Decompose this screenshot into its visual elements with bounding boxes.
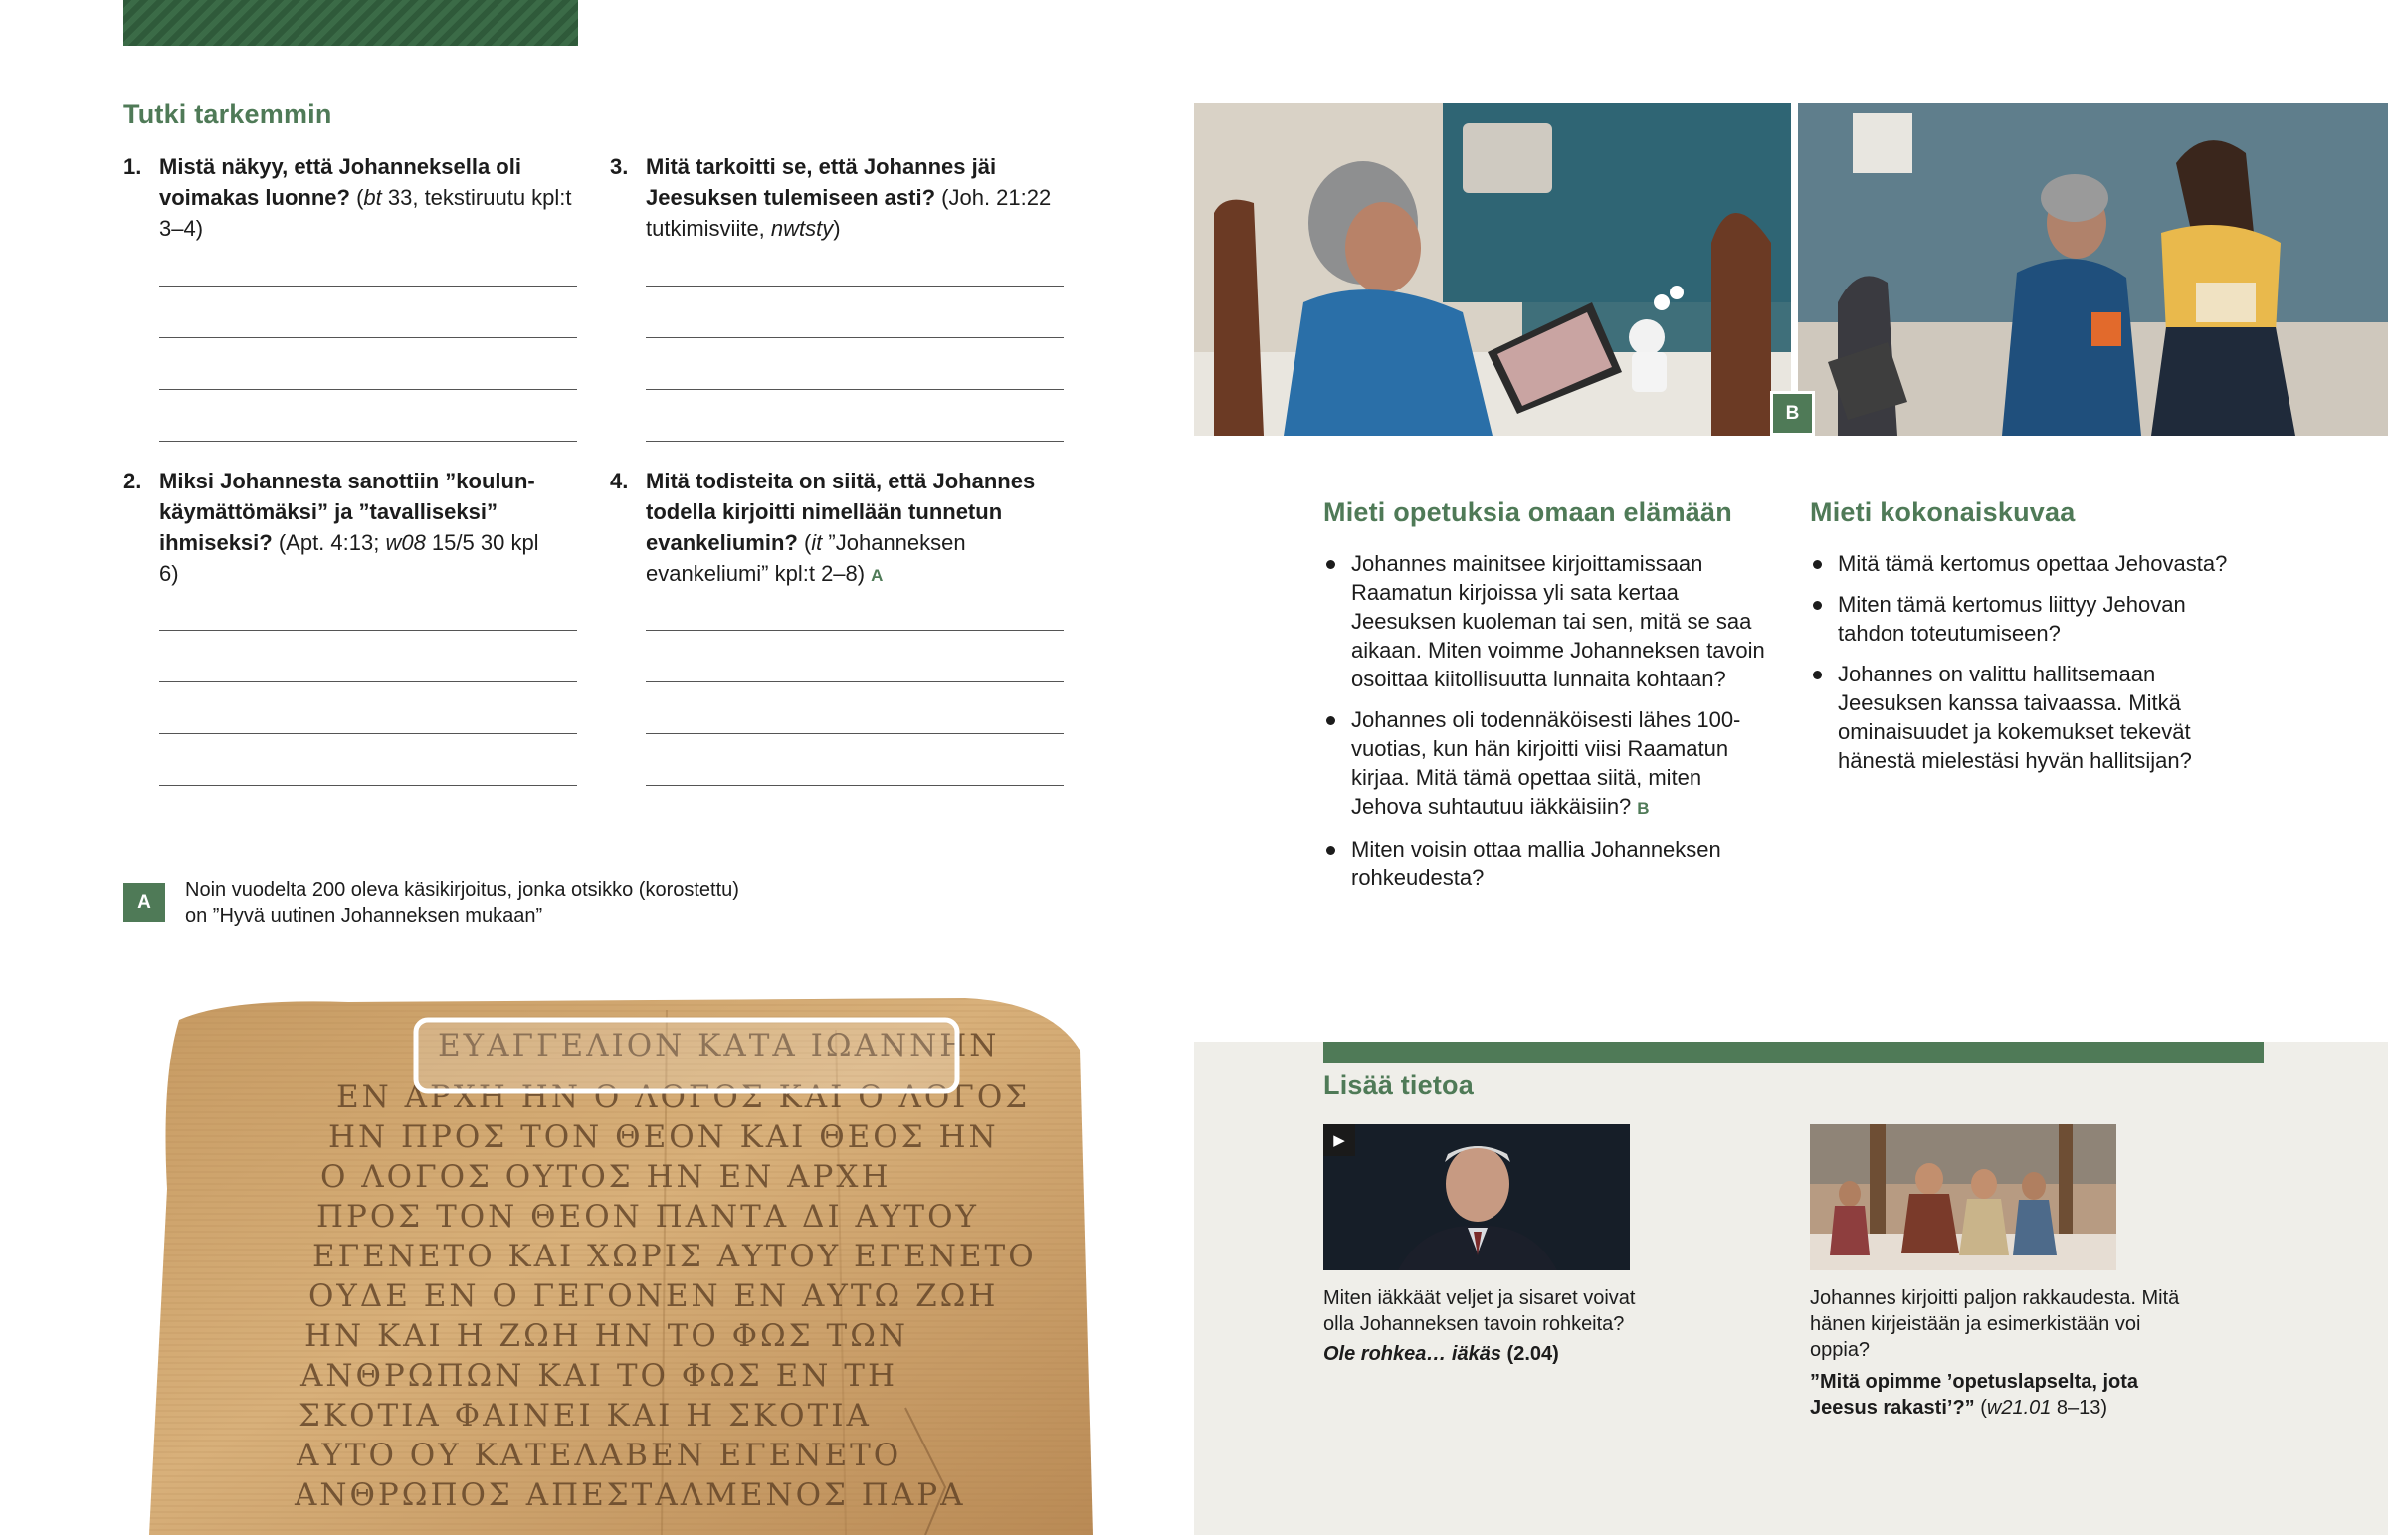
question-number: 3.: [610, 154, 629, 179]
answer-line[interactable]: [159, 389, 577, 390]
question-text: Mitä todisteita on siitä, että Johannes todella kirjoitti nimellään tunnetun evankeliumin?: [646, 469, 1036, 555]
video-description: [1323, 1285, 1652, 1367]
manuscript-line: ΠΡΟΣ ΤΟΝ ΘΕΟΝ ΠΑΝΤΑ ΔΙ ΑΥΤΟΥ: [316, 1199, 979, 1235]
manuscript-line: ΗΝ ΚΑΙ Η ΖΩΗ ΗΝ ΤΟ ΦΩΣ ΤΩΝ: [304, 1318, 909, 1354]
list-item-text: Mitä tämä kertomus opettaa Jehovasta?: [1838, 551, 2228, 576]
question-ref: (Joh. 21:22 tutkimisviite,: [646, 185, 1052, 241]
study-heading: Tutki tarkemmin: [123, 99, 332, 129]
question-2: [123, 466, 561, 589]
list-item: [1323, 549, 1766, 693]
photo-sisters-greeting: [1798, 103, 2388, 436]
article-ref: (: [1974, 1397, 1987, 1419]
reflect-heading: Mieti opetuksia omaan elämään: [1323, 497, 1732, 527]
reflect-list: [1323, 549, 1766, 904]
list-item-text: Johannes on valittu hallitsemaan Jeesuksen kanssa taivaassa. Mitkä ominaisuudet ja kokemukset tekevät hänestä mielestäsi hyvän hallitsijan?: [1838, 662, 2192, 773]
manuscript-line: ΑΝΘΡΩΠΩΝ ΚΑΙ ΤΟ ΦΩΣ ΕΝ ΤΗ: [300, 1358, 898, 1394]
answer-line[interactable]: [159, 337, 577, 338]
question-ref: ): [833, 216, 841, 241]
list-item: [1810, 549, 2258, 578]
video-thumbnail[interactable]: [1323, 1124, 1630, 1270]
article-ref-italic: w21.01: [1986, 1397, 2052, 1419]
question-ref: (: [797, 530, 812, 555]
article-thumbnail[interactable]: [1810, 1124, 2116, 1270]
manuscript-line: ΣΚΟΤΙΑ ΦΑΙΝΕΙ ΚΑΙ Η ΣΚΟΤΙΑ: [298, 1398, 872, 1434]
video-duration: (2.04): [1500, 1343, 1559, 1365]
list-item: [1323, 835, 1766, 892]
video-title[interactable]: Ole rohkea… iäkäs: [1323, 1343, 1501, 1365]
answer-line[interactable]: [646, 733, 1064, 734]
answer-line[interactable]: [646, 389, 1064, 390]
bigpicture-list: [1810, 549, 2258, 787]
answer-line[interactable]: [646, 630, 1064, 631]
question-text: Mitä tarkoitti se, että Johannes jäi Jeesuksen tulemiseen asti?: [646, 154, 997, 210]
image-label-badge: B: [1770, 391, 1815, 436]
question-number: 1.: [123, 154, 142, 179]
question-3: [610, 151, 1078, 244]
answer-line[interactable]: [159, 286, 577, 287]
question-ref: 33, tekstiruutu kpl:t 3–4): [159, 185, 572, 241]
bigpicture-heading: Mieti kokonaiskuvaa: [1810, 497, 2076, 527]
papyrus-manuscript-image: [149, 990, 1094, 1535]
manuscript-line: Ο ΛΟΓΟΣ ΟΥΤΟΣ ΗΝ ΕΝ ΑΡΧΗ: [320, 1159, 892, 1195]
question-text: Miksi Johannesta sanottiin ”koulunkäymättömäksi” ja ”tavalliseksi” ihmiseksi?: [159, 469, 535, 555]
manuscript-title-line: ΕΥΑΓΓΕΛΙΟΝ ΚΑΤΑ ΙΩΑΝΝΗΝ: [438, 1028, 1000, 1063]
manuscript-line: ΑΝΘΡΩΠΟΣ ΑΠΕΣΤΑΛΜΕΝΟΣ ΠΑΡΑ: [295, 1477, 966, 1513]
list-item: [1810, 590, 2258, 648]
answer-line[interactable]: [646, 286, 1064, 287]
question-4: [610, 466, 1078, 591]
answer-line[interactable]: [159, 630, 577, 631]
answer-line[interactable]: [646, 441, 1064, 442]
play-icon[interactable]: ▶: [1323, 1124, 1355, 1156]
question-ref: ”Johanneksen evankeliumi” kpl:t 2–8): [646, 530, 966, 586]
answer-line[interactable]: [159, 733, 577, 734]
list-item-text: Johannes oli todennäköisesti lähes 100-vuotias, kun hän kirjoitti viisi Raamatun kirjaa. Mitä tämä opettaa siitä, miten Jehova suhtautuu iäkkäisiin?: [1351, 707, 1741, 819]
question-1: [123, 151, 591, 244]
question-ref: (: [349, 185, 364, 210]
photo-elderly-sister-video-call: [1194, 103, 1791, 436]
manuscript-line: ΟΥΔΕ ΕΝ Ο ΓΕΓΟΝΕΝ ΕΝ ΑΥΤΩ ΖΩΗ: [308, 1278, 999, 1314]
question-ref-italic: bt: [363, 185, 382, 210]
video-text: Miten iäkkäät veljet ja sisaret voivat olla Johanneksen tavoin rohkeita?: [1323, 1287, 1636, 1335]
list-item: [1810, 660, 2258, 775]
manuscript-line: ΕΝ ΑΡΧΗ ΗΝ Ο ΛΟΓΟΣ ΚΑΙ Ο ΛΟΓΟΣ: [336, 1079, 1031, 1115]
decorative-header-strip: [123, 0, 578, 46]
list-item-text: Miten voisin ottaa mallia Johanneksen rohkeudesta?: [1351, 837, 1721, 890]
panel-accent-bar: [1323, 1042, 2264, 1063]
answer-line[interactable]: [646, 785, 1064, 786]
question-text: Mistä näkyy, että Johanneksella oli voimakas luonne?: [159, 154, 521, 210]
highlight-box: [416, 1020, 957, 1091]
answer-line[interactable]: [646, 337, 1064, 338]
question-ref-italic: w08: [385, 530, 426, 555]
image-label-badge: A: [123, 883, 165, 922]
list-item-text: Miten tämä kertomus liittyy Jehovan tahdon toteutumiseen?: [1838, 592, 2186, 646]
list-item: [1323, 705, 1766, 823]
list-item-text: Johannes mainitsee kirjoittamissaan Raamatun kirjoissa yli sata kertaa Jeesuksen kuoleman tai sen, mitä se saa aikaan. Miten voimme Johanneksen tavoin osoittaa kiitollisuutta lunnaita kohtaan?: [1351, 551, 1765, 691]
question-ref-italic: it: [811, 530, 823, 555]
image-ref-tag[interactable]: B: [1637, 799, 1650, 818]
question-number: 4.: [610, 469, 629, 493]
answer-line[interactable]: [646, 681, 1064, 682]
image-ref-tag[interactable]: A: [871, 566, 884, 585]
manuscript-line: ΑΥΤΟ ΟΥ ΚΑΤΕΛΑΒΕΝ ΕΓΕΝΕΤΟ: [297, 1438, 902, 1473]
answer-line[interactable]: [159, 681, 577, 682]
more-info-heading: Lisää tietoa: [1323, 1070, 1474, 1100]
article-text: Johannes kirjoitti paljon rakkaudesta. Mitä hänen kirjeistään ja esimerkistään voi oppia?: [1810, 1287, 2180, 1361]
article-title-link[interactable]: [1810, 1369, 2188, 1421]
manuscript-line: ΕΓΕΝΕΤΟ ΚΑΙ ΧΩΡΙΣ ΑΥΤΟΥ ΕΓΕΝΕΤΟ: [312, 1239, 1037, 1274]
article-ref: 8–13): [2051, 1397, 2108, 1419]
question-number: 2.: [123, 469, 142, 493]
question-ref: 15/5 30 kpl 6): [159, 530, 539, 586]
manuscript-line: ΗΝ ΠΡΟΣ ΤΟΝ ΘΕΟΝ ΚΑΙ ΘΕΟΣ ΗΝ: [328, 1119, 999, 1155]
answer-line[interactable]: [159, 441, 577, 442]
question-ref-italic: nwtsty: [770, 216, 834, 241]
article-title[interactable]: ”Mitä opimme ’opetuslapselta, jota Jeesus rakasti’?”: [1810, 1371, 2139, 1419]
image-caption: Noin vuodelta 200 oleva käsikirjoitus, jonka otsikko (korostettu) on ”Hyvä uutinen Johanneksen mukaan”: [185, 879, 739, 927]
answer-line[interactable]: [159, 785, 577, 786]
video-title-link[interactable]: [1323, 1341, 1652, 1367]
article-description: [1810, 1285, 2188, 1421]
question-ref: (Apt. 4:13;: [272, 530, 386, 555]
